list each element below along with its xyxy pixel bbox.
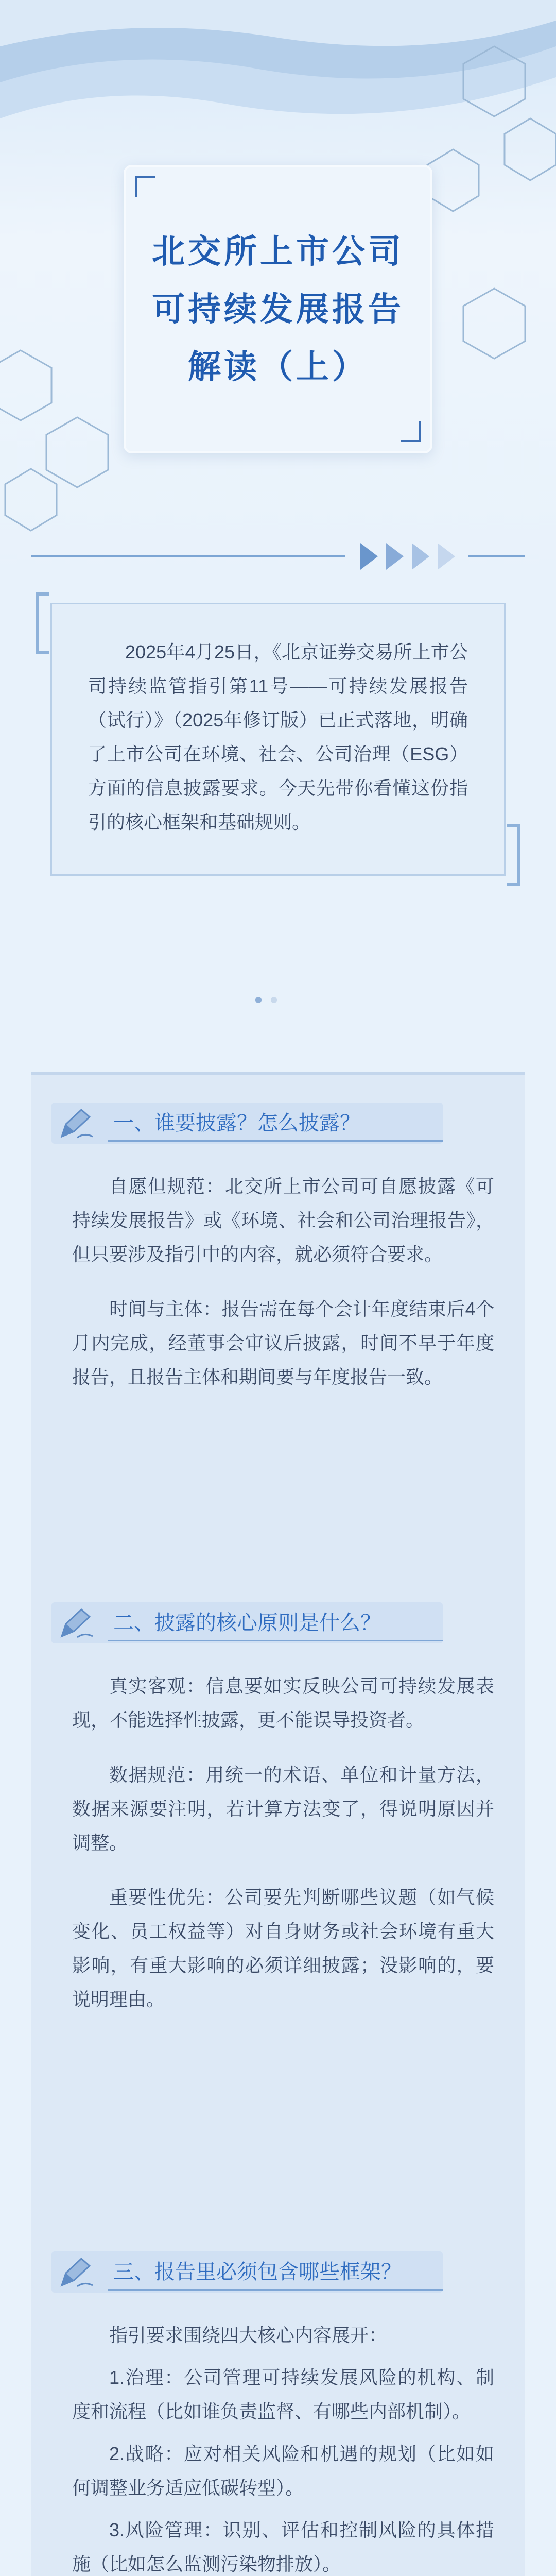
paragraph: 指引要求围绕四大核心内容展开：: [109, 2325, 388, 2346]
content-panel: [31, 1072, 525, 2576]
section-body: [72, 1170, 494, 1415]
chevron-right-icon: [386, 543, 404, 570]
chevron-right-icon: [412, 543, 429, 570]
title-line: 解读（上）: [188, 348, 368, 385]
section-heading: [51, 1103, 443, 1144]
corner-decoration: [135, 176, 155, 197]
intro-box: [36, 592, 520, 886]
pen-icon: [59, 2256, 95, 2289]
section-body: [72, 2318, 494, 2576]
paragraph: 自愿但规范：北交所上市公司可自愿披露《可持续发展报告》或《环境、社会和公司治理报告》，但只要涉及指引中的内容，就必须符合要求。: [72, 1176, 494, 1265]
title-line: 北交所上市公司: [152, 233, 404, 270]
section-heading: [51, 2251, 443, 2293]
title-line: 可持续发展报告: [152, 291, 404, 328]
title-divider: [31, 541, 525, 572]
section-body: [72, 1669, 494, 2037]
paragraph: 数据规范：用统一的术语、单位和计量方法，数据来源要注明，若计算方法变了，得说明原因并调整。: [72, 1764, 494, 1853]
pen-icon: [59, 1107, 95, 1140]
bracket-decoration: [507, 824, 520, 886]
section-heading-text: 一、谁要披露？怎么披露？: [113, 1112, 360, 1134]
title-card: [124, 165, 432, 453]
pen-icon: [59, 1606, 95, 1639]
indicator-dot: [271, 997, 277, 1003]
chevron-right-icon: [438, 543, 455, 570]
paragraph: 3.风险管理：识别、评估和控制风险的具体措施（比如怎么监测污染物排放）。: [72, 2519, 494, 2574]
paragraph: 2.战略：应对相关风险和机遇的规划（比如如何调整业务适应低碳转型）。: [72, 2443, 494, 2498]
section-heading-text: 二、披露的核心原则是什么？: [113, 1612, 381, 1634]
paragraph: 1.治理：公司管理可持续发展风险的机构、制度和流程（比如谁负责监督、有哪些内部机制）。: [72, 2367, 494, 2422]
paragraph: 时间与主体：报告需在每个会计年度结束后4个月内完成，经董事会审议后披露，时间不早于年度报告，且报告主体和期间要与年度报告一致。: [72, 1298, 494, 1387]
indicator-dot: [255, 997, 262, 1003]
paragraph: 真实客观：信息要如实反映公司可持续发展表现，不能选择性披露，更不能误导投资者。: [72, 1675, 494, 1731]
intro-text: 2025年4月25日，《北京证券交易所上市公司持续监管指引第11号——可持续发展报告（试行）》（2025年修订版）已正式落地，明确了上市公司在环境、社会、公司治理（ESG）方面的信息披露要求。今天先带你看懂这份指引的核心框架和基础规则。: [88, 641, 468, 833]
section-heading: [51, 1602, 443, 1643]
bracket-decoration: [36, 592, 49, 654]
hero-banner: [0, 0, 556, 598]
paragraph: 重要性优先：公司要先判断哪些议题（如气候变化、员工权益等）对自身财务或社会环境有重大影响，有重大影响的必须详细披露；没影响的，要说明理由。: [72, 1887, 494, 2010]
chevron-right-icon: [360, 543, 378, 570]
page-indicator: [255, 997, 277, 1003]
corner-decoration: [401, 421, 421, 442]
section-heading-text: 三、报告里必须包含哪些框架？: [113, 2261, 402, 2283]
